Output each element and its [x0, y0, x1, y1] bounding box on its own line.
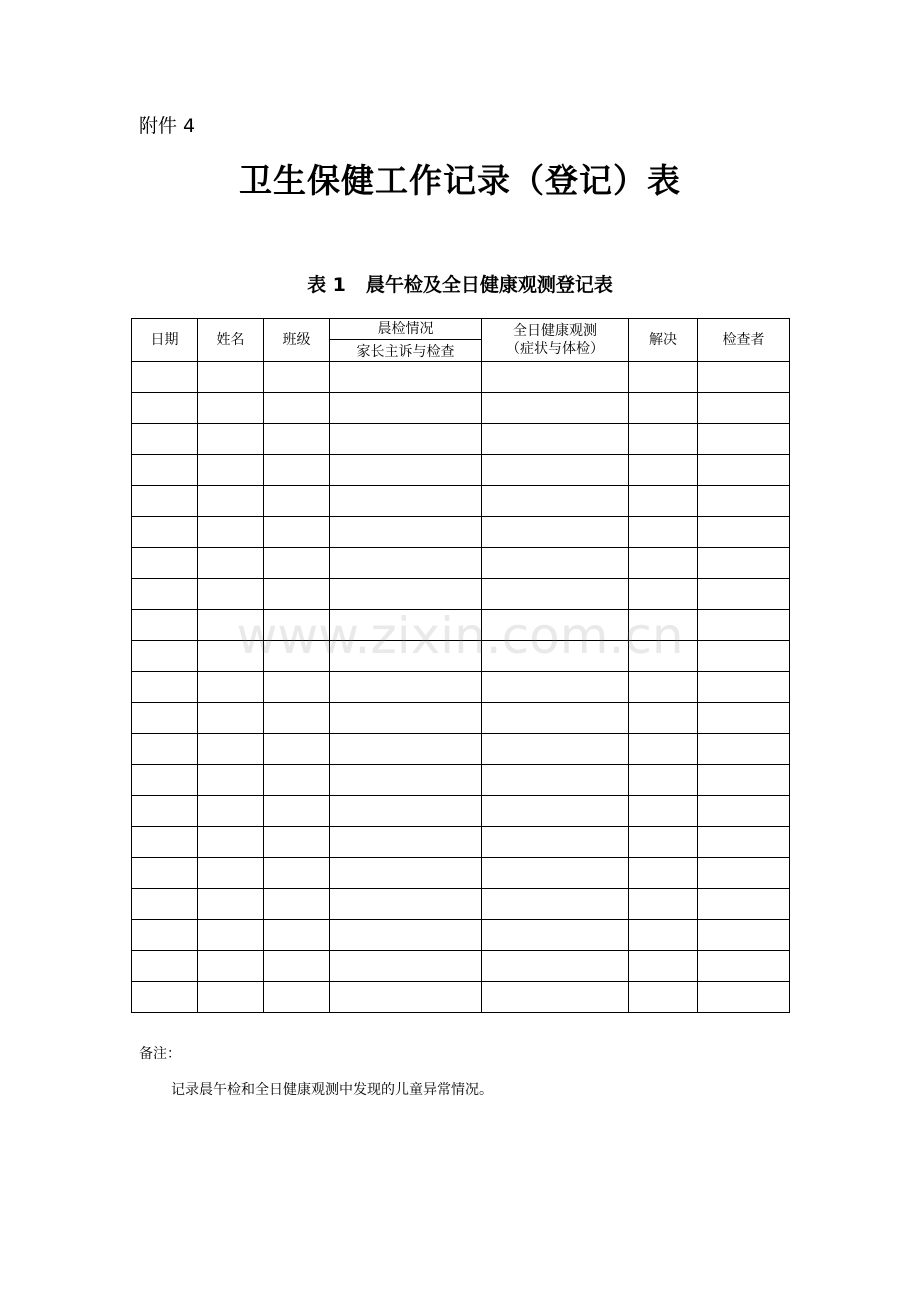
- table-cell[interactable]: [132, 672, 198, 703]
- watermark: www.zixin.com.cn: [236, 607, 684, 665]
- notes-label: 备注：: [139, 1046, 181, 1062]
- table-cell[interactable]: [482, 765, 629, 796]
- table-cell[interactable]: [698, 672, 790, 703]
- table-cell[interactable]: [330, 641, 482, 672]
- table-row: [132, 734, 790, 765]
- table-cell[interactable]: [198, 641, 264, 672]
- table-row: [132, 951, 790, 982]
- table-cell[interactable]: [629, 858, 698, 889]
- table-cell[interactable]: [264, 765, 330, 796]
- table-cell[interactable]: [629, 610, 698, 641]
- table-cell[interactable]: [629, 455, 698, 486]
- table-cell[interactable]: [132, 362, 198, 393]
- table-cell[interactable]: [698, 641, 790, 672]
- table-cell[interactable]: [330, 424, 482, 455]
- table-row: [132, 548, 790, 579]
- table-cell[interactable]: [482, 424, 629, 455]
- table-cell[interactable]: [132, 486, 198, 517]
- table-cell[interactable]: [132, 827, 198, 858]
- table-cell[interactable]: [330, 672, 482, 703]
- table-row: [132, 827, 790, 858]
- table-cell[interactable]: [698, 362, 790, 393]
- table-cell[interactable]: [264, 734, 330, 765]
- header-inspector: 检查者: [698, 319, 790, 362]
- table-cell[interactable]: [482, 610, 629, 641]
- table-cell[interactable]: [264, 920, 330, 951]
- table-cell[interactable]: [698, 889, 790, 920]
- table-cell[interactable]: [330, 858, 482, 889]
- table-cell[interactable]: [482, 672, 629, 703]
- table-cell[interactable]: [482, 641, 629, 672]
- table-cell[interactable]: [330, 703, 482, 734]
- table-cell[interactable]: [698, 982, 790, 1013]
- table-cell[interactable]: [264, 517, 330, 548]
- table-cell[interactable]: [482, 889, 629, 920]
- table-cell[interactable]: [198, 362, 264, 393]
- table-cell[interactable]: [132, 579, 198, 610]
- table-cell[interactable]: [264, 548, 330, 579]
- table-row: [132, 424, 790, 455]
- table-name: 晨午检及全日健康观测登记表: [365, 274, 613, 296]
- table-cell[interactable]: [264, 672, 330, 703]
- table-cell[interactable]: [629, 517, 698, 548]
- table-cell[interactable]: [198, 703, 264, 734]
- table-cell[interactable]: [264, 858, 330, 889]
- table-cell[interactable]: [132, 455, 198, 486]
- table-row: [132, 858, 790, 889]
- table-cell[interactable]: [330, 734, 482, 765]
- table-cell[interactable]: [629, 579, 698, 610]
- table-cell[interactable]: [698, 393, 790, 424]
- table-row: [132, 765, 790, 796]
- document-title: 卫生保健工作记录（登记）表: [239, 161, 681, 200]
- table-cell[interactable]: [132, 610, 198, 641]
- table-cell[interactable]: [264, 424, 330, 455]
- table-cell[interactable]: [264, 703, 330, 734]
- table-cell[interactable]: [698, 424, 790, 455]
- table-cell[interactable]: [330, 393, 482, 424]
- table-cell[interactable]: [698, 858, 790, 889]
- table-cell[interactable]: [330, 951, 482, 982]
- table-cell[interactable]: [482, 796, 629, 827]
- header-class: 班级: [264, 319, 330, 362]
- table-cell[interactable]: [198, 796, 264, 827]
- table-cell[interactable]: [698, 765, 790, 796]
- table-cell[interactable]: [198, 579, 264, 610]
- table-cell[interactable]: [629, 641, 698, 672]
- table-cell[interactable]: [198, 858, 264, 889]
- table-cell[interactable]: [330, 796, 482, 827]
- table-cell[interactable]: [482, 858, 629, 889]
- table-cell[interactable]: [198, 393, 264, 424]
- table-row: [132, 641, 790, 672]
- table-cell[interactable]: [132, 641, 198, 672]
- table-cell[interactable]: [698, 920, 790, 951]
- table-cell[interactable]: [132, 765, 198, 796]
- table-cell[interactable]: [198, 548, 264, 579]
- table-row: [132, 486, 790, 517]
- table-cell[interactable]: [629, 424, 698, 455]
- table-row: [132, 920, 790, 951]
- header-observation-line1: 全日健康观测: [513, 323, 597, 339]
- table-cell[interactable]: [330, 827, 482, 858]
- table-cell[interactable]: [330, 486, 482, 517]
- table-cell[interactable]: [482, 951, 629, 982]
- table-cell[interactable]: [132, 393, 198, 424]
- table-cell[interactable]: [629, 362, 698, 393]
- table-cell[interactable]: [198, 672, 264, 703]
- table-cell[interactable]: [330, 455, 482, 486]
- table-cell[interactable]: [698, 796, 790, 827]
- table-cell[interactable]: [698, 517, 790, 548]
- notes-text: 记录晨午检和全日健康观测中发现的儿童异常情况。: [171, 1082, 493, 1098]
- table-cell[interactable]: [482, 393, 629, 424]
- table-cell[interactable]: [698, 486, 790, 517]
- table-cell[interactable]: [132, 703, 198, 734]
- table-cell[interactable]: [132, 858, 198, 889]
- header-row: [132, 319, 790, 340]
- table-cell[interactable]: [482, 703, 629, 734]
- table-row: [132, 362, 790, 393]
- table-cell[interactable]: [330, 579, 482, 610]
- table-cell[interactable]: [482, 362, 629, 393]
- table-cell[interactable]: [264, 982, 330, 1013]
- table-row: [132, 889, 790, 920]
- table-cell[interactable]: [264, 951, 330, 982]
- table-row: [132, 982, 790, 1013]
- table-cell[interactable]: [264, 455, 330, 486]
- table-cell[interactable]: [198, 951, 264, 982]
- table-cell[interactable]: [198, 827, 264, 858]
- table-cell[interactable]: [482, 548, 629, 579]
- table-cell[interactable]: [482, 920, 629, 951]
- table-cell[interactable]: [264, 579, 330, 610]
- table-cell[interactable]: [264, 393, 330, 424]
- table-cell[interactable]: [132, 424, 198, 455]
- table-cell[interactable]: [198, 455, 264, 486]
- table-cell[interactable]: [629, 889, 698, 920]
- table-cell[interactable]: [198, 486, 264, 517]
- table-cell[interactable]: [482, 827, 629, 858]
- table-cell[interactable]: [198, 517, 264, 548]
- table-cell[interactable]: [482, 517, 629, 548]
- table-row: [132, 703, 790, 734]
- table-cell[interactable]: [698, 579, 790, 610]
- table-cell[interactable]: [629, 393, 698, 424]
- table-cell[interactable]: [698, 455, 790, 486]
- table-cell[interactable]: [698, 703, 790, 734]
- table-cell[interactable]: [482, 455, 629, 486]
- table-number: 表 1: [307, 274, 346, 296]
- table-cell[interactable]: [264, 827, 330, 858]
- table-cell[interactable]: [198, 920, 264, 951]
- table-cell[interactable]: [264, 610, 330, 641]
- table-row: [132, 393, 790, 424]
- table-cell[interactable]: [330, 765, 482, 796]
- table-cell[interactable]: [482, 486, 629, 517]
- header-morning-check: 晨检情况: [330, 319, 482, 340]
- table-title: [0, 271, 920, 299]
- table-cell[interactable]: [132, 796, 198, 827]
- table-cell[interactable]: [330, 920, 482, 951]
- table-cell[interactable]: [198, 610, 264, 641]
- table-cell[interactable]: [330, 548, 482, 579]
- table-cell[interactable]: [698, 548, 790, 579]
- table-cell[interactable]: [698, 951, 790, 982]
- health-register-table: [131, 318, 790, 1013]
- table-cell[interactable]: [264, 889, 330, 920]
- table-cell[interactable]: [330, 362, 482, 393]
- table-cell[interactable]: [264, 641, 330, 672]
- table-cell[interactable]: [330, 517, 482, 548]
- table-row: [132, 455, 790, 486]
- header-parent-complaint: 家长主诉与检查: [330, 340, 482, 362]
- header-full-day-observation: [482, 319, 629, 362]
- table-row: [132, 796, 790, 827]
- table-cell[interactable]: [198, 765, 264, 796]
- table-cell[interactable]: [629, 548, 698, 579]
- table-cell[interactable]: [482, 734, 629, 765]
- header-observation-line2: （症状与体检）: [506, 341, 604, 357]
- table-row: [132, 517, 790, 548]
- table-cell[interactable]: [330, 982, 482, 1013]
- table-cell[interactable]: [330, 610, 482, 641]
- table-row: [132, 610, 790, 641]
- table-cell[interactable]: [629, 951, 698, 982]
- header-date: 日期: [132, 319, 198, 362]
- table-cell[interactable]: [330, 889, 482, 920]
- register-body: [132, 362, 790, 1013]
- table-cell[interactable]: [132, 734, 198, 765]
- table-cell[interactable]: [629, 703, 698, 734]
- table-cell[interactable]: [629, 796, 698, 827]
- table-cell[interactable]: [198, 889, 264, 920]
- table-row: [132, 672, 790, 703]
- table-cell[interactable]: [198, 734, 264, 765]
- table-cell[interactable]: [629, 982, 698, 1013]
- header-name: 姓名: [198, 319, 264, 362]
- table-cell[interactable]: [264, 362, 330, 393]
- table-cell[interactable]: [629, 734, 698, 765]
- table-cell[interactable]: [698, 610, 790, 641]
- table-cell[interactable]: [698, 827, 790, 858]
- table-cell[interactable]: [629, 827, 698, 858]
- table-row: [132, 579, 790, 610]
- table-cell[interactable]: [132, 889, 198, 920]
- table-cell[interactable]: [482, 579, 629, 610]
- table-cell[interactable]: [629, 765, 698, 796]
- table-cell[interactable]: [629, 672, 698, 703]
- table-cell[interactable]: [698, 734, 790, 765]
- table-cell[interactable]: [264, 796, 330, 827]
- header-resolution: 解决: [629, 319, 698, 362]
- table-cell[interactable]: [629, 920, 698, 951]
- table-cell[interactable]: [132, 920, 198, 951]
- table-cell[interactable]: [482, 982, 629, 1013]
- table-cell[interactable]: [132, 517, 198, 548]
- table-cell[interactable]: [198, 982, 264, 1013]
- table-cell[interactable]: [132, 951, 198, 982]
- table-cell[interactable]: [198, 424, 264, 455]
- table-cell[interactable]: [132, 548, 198, 579]
- table-cell[interactable]: [132, 982, 198, 1013]
- attachment-label: 附件 4: [139, 115, 196, 137]
- table-cell[interactable]: [264, 486, 330, 517]
- table-cell[interactable]: [629, 486, 698, 517]
